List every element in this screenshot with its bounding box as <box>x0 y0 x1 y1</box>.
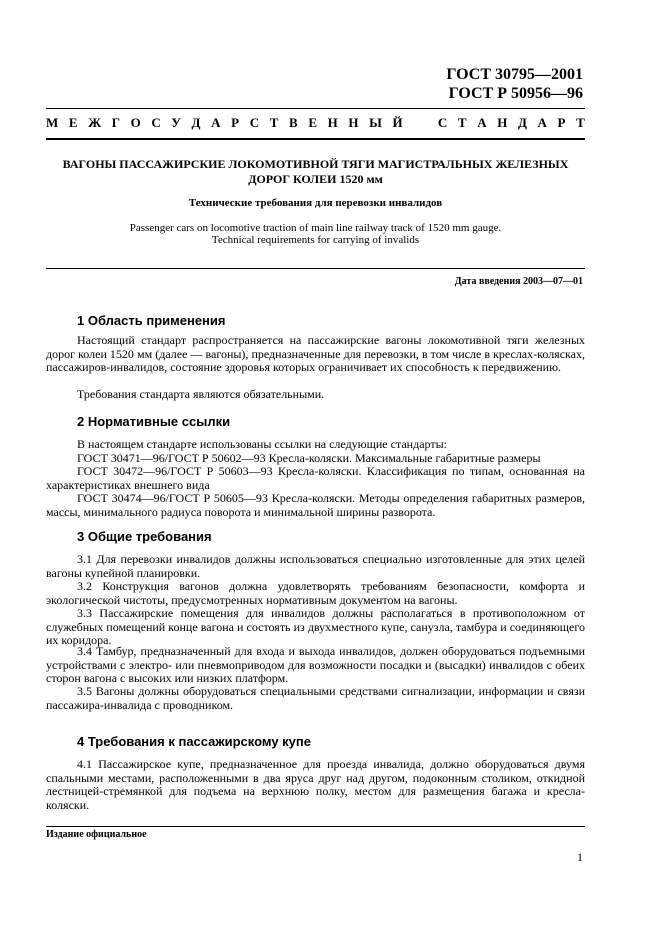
banner-letter: Е <box>308 115 317 130</box>
document-title-line-2: ДОРОГ КОЛЕИ 1520 мм <box>248 172 383 186</box>
section-2-reference-2: ГОСТ 30472—96/ГОСТ Р 50603—93 Кресла-коляски. Классификация по типам, основанная на характеристиках внешнего вида <box>46 464 585 492</box>
header-bottom-rule <box>46 138 585 140</box>
banner-letter: С <box>151 115 161 130</box>
banner-letter: Т <box>576 115 585 130</box>
section-3-paragraph-5: 3.5 Вагоны должны оборудоваться специальными средствами сигнализации, информации и связи пассажира-инвалида с проводником. <box>46 684 585 712</box>
section-1-heading: 1 Область применения <box>77 313 226 328</box>
banner-letter: Ы <box>369 115 382 130</box>
english-title-line-1: Passenger cars on locomotive traction of main line railway track of 1520 mm gauge. <box>129 222 502 234</box>
gost-number-1: ГОСТ 30795—2001 <box>446 66 583 83</box>
section-3-heading: 3 Общие требования <box>77 529 212 544</box>
title-bottom-rule <box>46 268 585 269</box>
section-3-paragraph-4: 3.4 Тамбур, предназначенный для входа и выхода инвалидов, должен оборудоваться подъемными устройствами с электро- или пневмоприводом для возможности посадки и (высадки) инвалидов с обеих сторон вагона с высоких или низких платформ. <box>46 644 585 685</box>
banner-letter: Н <box>348 115 359 130</box>
banner-letter: В <box>289 115 298 130</box>
gost-number-2: ГОСТ Р 50956—96 <box>448 85 583 102</box>
banner-letter: А <box>477 115 487 130</box>
banner-letter: Р <box>231 115 240 130</box>
section-4-heading: 4 Требования к пассажирскому купе <box>77 734 311 749</box>
banner-letter: М <box>46 115 59 130</box>
banner-letter: С <box>437 115 448 130</box>
section-3-paragraph-3: 3.3 Пассажирские помещения для инвалидов должны располагаться в противоположном от служебных помещений конце вагона и состоять из двухместного купе, санузла, тамбура и соединяющего их коридора. <box>46 606 585 647</box>
banner-letter: Т <box>457 115 467 130</box>
section-3-paragraph-1: 3.1 Для перевозки инвалидов должны использоваться специально изготовленные для этих целей вагоны купейной планировки. <box>46 552 585 580</box>
footer-rule <box>46 826 585 827</box>
english-title-line-2: Technical requirements for carrying of invalids <box>211 234 420 246</box>
standard-banner-letters <box>46 113 585 133</box>
header-top-rule <box>46 108 585 109</box>
section-4-paragraph-1: 4.1 Пассажирское купе, предназначенное для проезда инвалида, должно оборудоваться двумя спальными местами, расположенными в два яруса друг над другом, подоконным столиком, откидной лестницей-стремянкой для подъема на верхнюю полку, местом для размещения багажа и кресла-коляски. <box>46 757 585 812</box>
banner-letter: Й <box>392 115 403 130</box>
banner-letter: Д <box>517 115 527 130</box>
section-1-paragraph-2: Требования стандарта являются обязательными. <box>77 387 325 401</box>
banner-letter: Н <box>327 115 338 130</box>
introduction-date: Дата введения 2003—07—01 <box>454 276 583 287</box>
document-subtitle: Технические требования для перевозки инвалидов <box>188 197 443 209</box>
section-2-intro: В настоящем стандарте использованы ссылки на следующие стандарты: <box>77 437 448 451</box>
banner-letter: У <box>171 115 181 130</box>
banner-letter: Е <box>68 115 78 130</box>
banner-letter: Ж <box>88 115 102 130</box>
banner-letter: С <box>249 115 260 130</box>
section-2-reference-1: ГОСТ 30471—96/ГОСТ Р 50602—93 Кресла-коляски. Максимальные габаритные размеры <box>77 451 541 465</box>
banner-letter: А <box>537 115 547 130</box>
banner-letter: А <box>211 115 221 130</box>
banner-letter: Т <box>269 115 279 130</box>
section-2-reference-3: ГОСТ 30474—96/ГОСТ Р 50605—93 Кресла-коляски. Методы определения габаритных размеров, массы, минимального радиуса поворота и минимальной ширины разворота. <box>46 491 585 519</box>
section-2-heading: 2 Нормативные ссылки <box>77 414 231 429</box>
document-title-line-1: ВАГОНЫ ПАССАЖИРСКИЕ ЛОКОМОТИВНОЙ ТЯГИ МАГИСТРАЛЬНЫХ ЖЕЛЕЗНЫХ <box>62 157 569 171</box>
banner-word-gap <box>413 113 427 133</box>
banner-letter: О <box>130 115 141 130</box>
page-number: 1 <box>577 850 583 864</box>
standard-banner <box>46 113 585 133</box>
section-1-paragraph-1: Настоящий стандарт распространяется на пассажирские вагоны локомотивной тяги железных дорог колеи 1520 мм (далее — вагоны), предназначенные для перевозки, в том числе в креслах-колясках, пассажиров-инвалидов, состояние здоровья которых ограничивает их способность к передвижению. <box>46 333 585 374</box>
section-3-paragraph-2: 3.2 Конструкция вагонов должна удовлетворять требованиям безопасности, комфорта и экологической чистоты, предусмотренных нормативным документом на вагоны. <box>46 579 585 607</box>
banner-letter: Р <box>557 115 566 130</box>
banner-letter: Н <box>497 115 508 130</box>
banner-letter: Г <box>111 115 120 130</box>
official-edition-label: Издание официальное <box>46 829 147 840</box>
banner-letter: Д <box>191 115 201 130</box>
